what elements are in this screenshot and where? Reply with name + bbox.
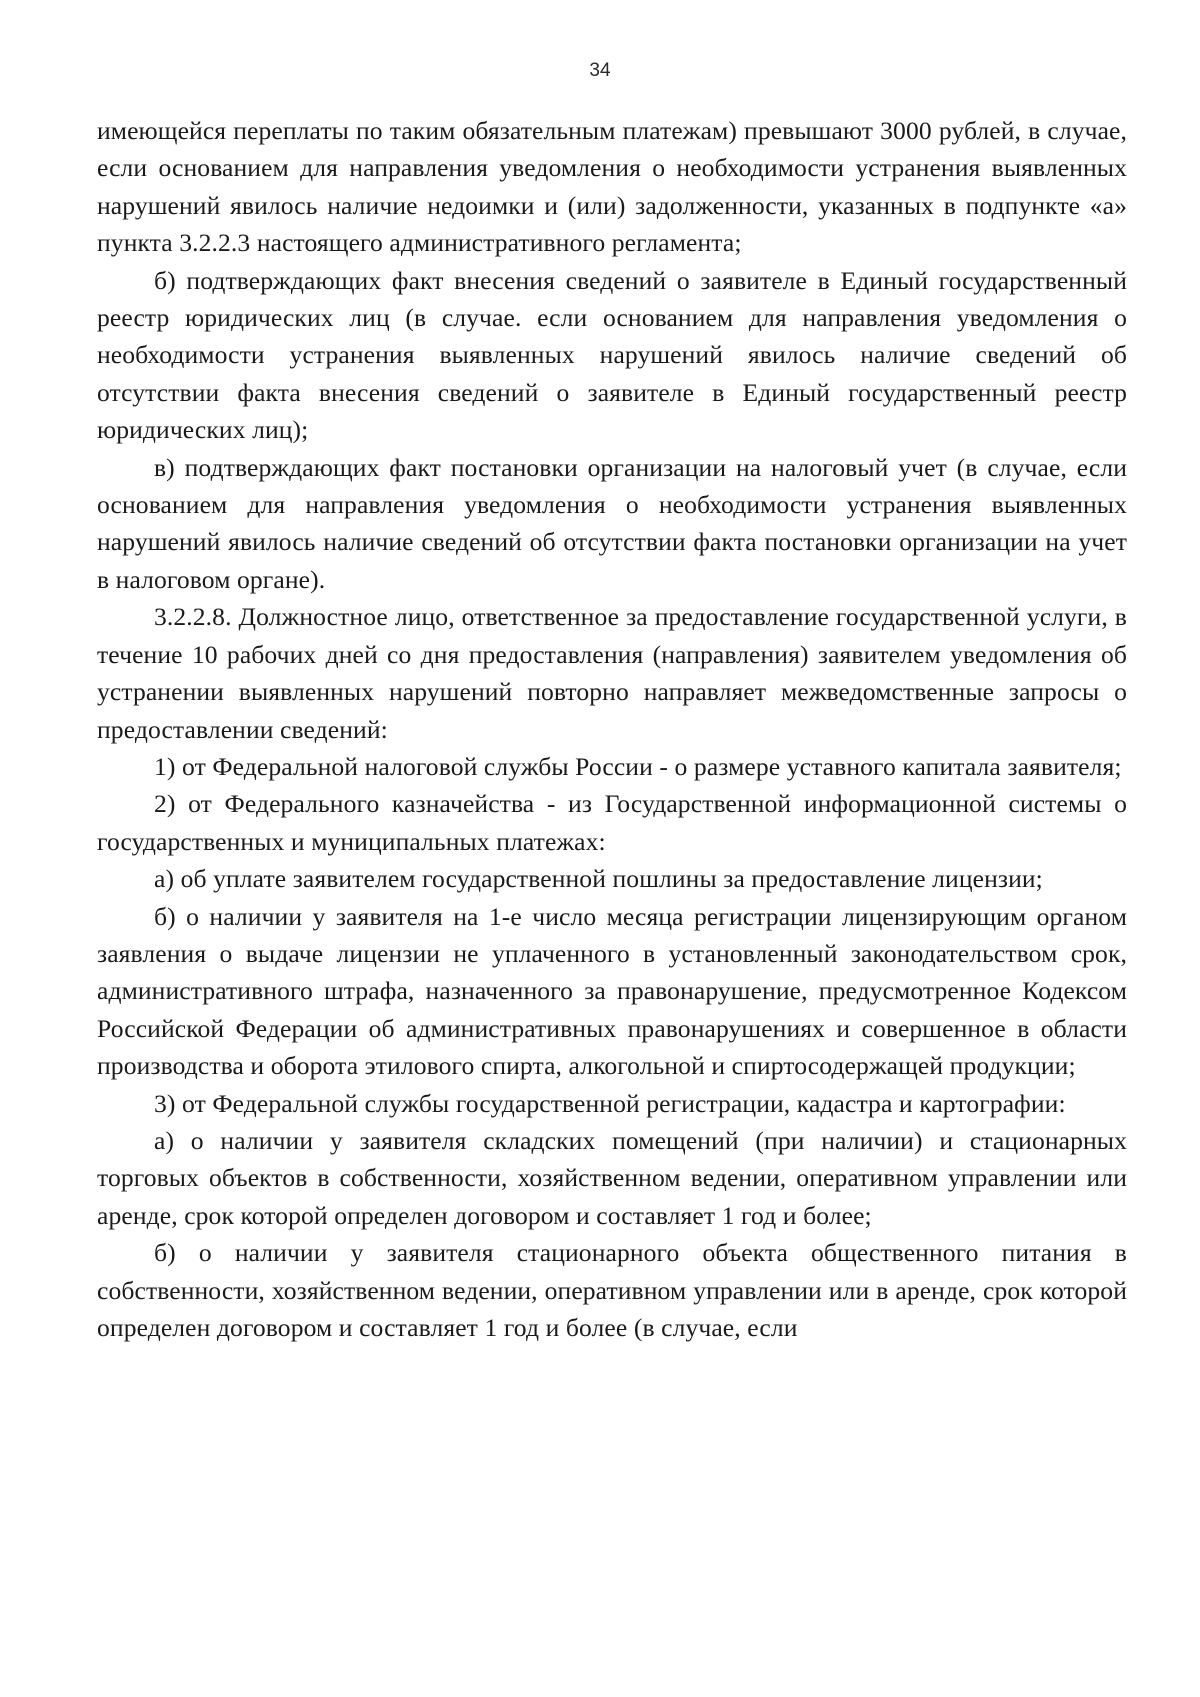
paragraph-subitem-b: б) о наличии у заявителя на 1-е число месяца регистрации лицензирующим органом заявления о выдаче лицензии не уплаченного в установленный законодательством срок, административного штрафа, назначенного за правонарушение, предусмотренное Кодексом Российской Федерации об административных правонарушениях и совершенное в области производства и оборота этилового спирта, алкогольной и спиртосодержащей продукции; — [97, 901, 1127, 1081]
paragraph-item-b: б) подтверждающих факт внесения сведений о заявителе в Единый государственный реестр юридических лиц (в случае. если основанием для направления уведомления о необходимости устранения выявленных нарушений явилось наличие сведений об отсутствии факта внесения сведений о заявителе в Единый государственный реестр юридических лиц); — [97, 265, 1127, 445]
paragraph-subitem-a: а) об уплате заявителем государственной пошлины за предоставление лицензии; — [154, 864, 1043, 894]
paragraph-clause-3-2-2-8: 3.2.2.8. Должностное лицо, ответственное за предоставление государственной услуги, в течение 10 рабочих дней со дня предоставления (направления) заявителем уведомления об устранении выявленных нарушений повторно направляет межведомственные запросы о предоставлении сведений: — [97, 602, 1127, 744]
page-number: 34 — [589, 60, 611, 81]
document-body — [97, 112, 1127, 1346]
paragraph-subitem-b-2: б) о наличии у заявителя стационарного объекта общественного питания в собственности, хозяйственном ведении, оперативном управлении или в аренде, срок которой определен договором и составляет 1 год и более (в случае, если — [97, 1238, 1127, 1342]
paragraph-item-2: 2) от Федерального казначейства - из Государственной информационной системы о государственных и муниципальных платежах: — [97, 789, 1127, 856]
paragraph-item-1: 1) от Федеральной налоговой службы России - о размере уставного капитала заявителя; — [154, 751, 1122, 781]
paragraph-item-v: в) подтверждающих факт постановки организации на налоговый учет (в случае, если основанием для направления уведомления о необходимости устранения выявленных нарушений явилось наличие сведений об отсутствии факта постановки организации на учет в налоговом органе). — [97, 452, 1127, 594]
paragraph-subitem-a-2: а) о наличии у заявителя складских помещений (при наличии) и стационарных торговых объектов в собственности, хозяйственном ведении, оперативном управлении или аренде, срок которой определен договором и составляет 1 год и более; — [97, 1125, 1127, 1230]
paragraph-continuation: имеющейся переплаты по таким обязательным платежам) превышают 3000 рублей, в случае, если основанием для направления уведомления о необходимости устранения выявленных нарушений явилось наличие недоимки и (или) задолженности, указанных в подпункте «а» пункта 3.2.2.3 настоящего административного регламента; — [97, 116, 1127, 258]
paragraph-item-3: 3) от Федеральной службы государственной регистрации, кадастра и картографии: — [154, 1088, 1066, 1118]
